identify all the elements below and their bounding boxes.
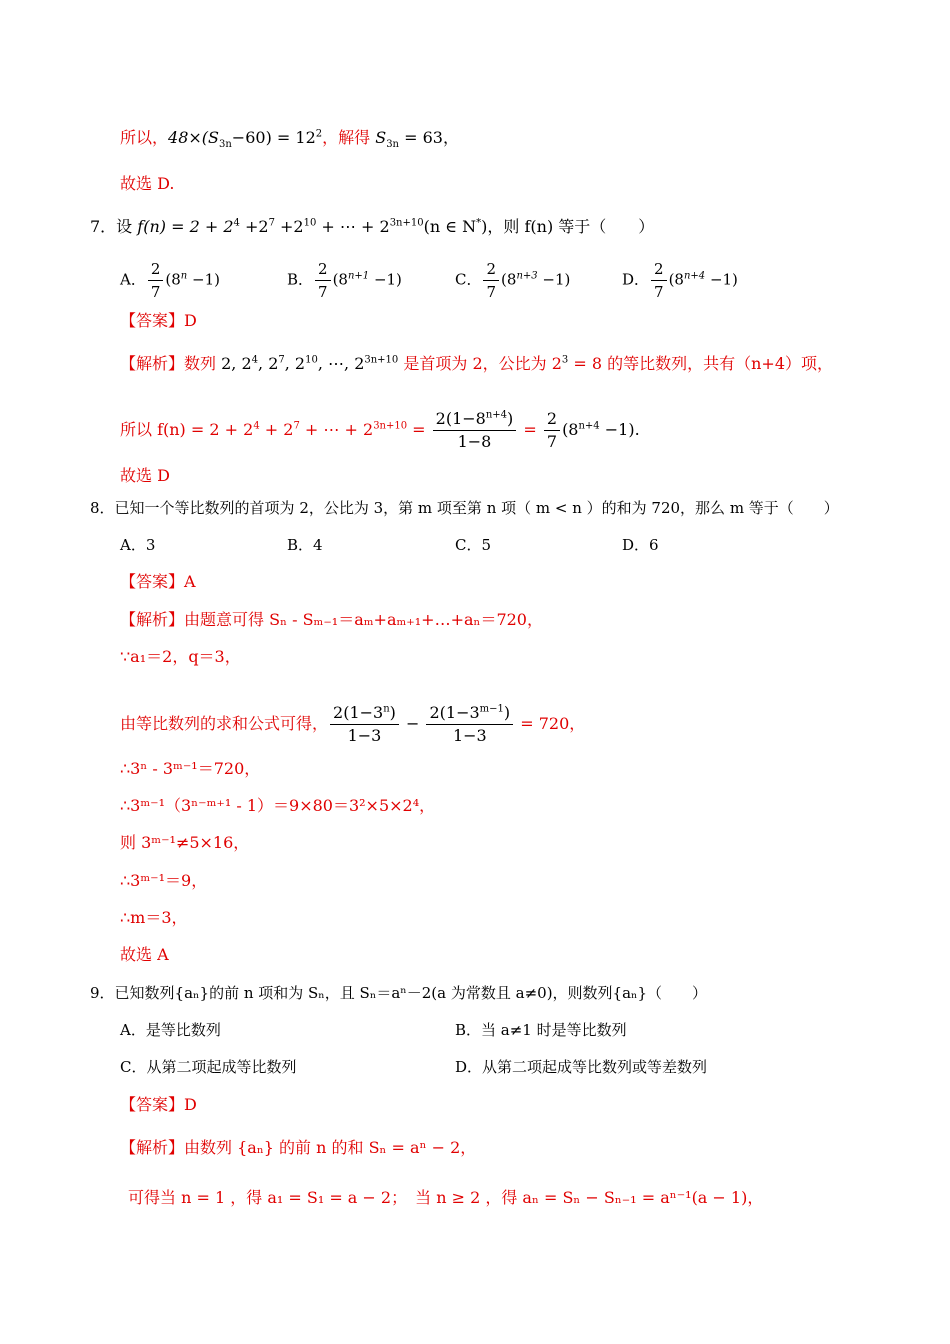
math-sup: 3n+10 — [364, 354, 399, 366]
math: (8 — [332, 270, 348, 289]
math: (8 — [501, 270, 517, 289]
text: ，解得 — [322, 128, 376, 147]
option-label: D． — [622, 270, 650, 289]
math: f(n) = 2 + 2 — [137, 217, 234, 236]
text: 是首项为 2，公比为 2 — [398, 354, 562, 373]
math: − — [400, 714, 425, 733]
analysis-line: ∴3ⁿ - 3ᵐ⁻¹＝720， — [120, 759, 261, 778]
math-sup: n+3 — [516, 270, 538, 282]
analysis-line — [120, 702, 585, 747]
math-sup: n+4 — [683, 270, 706, 282]
option-d: D．6 — [622, 536, 659, 554]
analysis-label: 【解析】 — [120, 354, 185, 373]
math: −1) — [369, 270, 402, 289]
fraction — [315, 258, 331, 303]
analysis-line: 可得当 n = 1 ，得 a₁ = S₁ = a − 2； 当 n ≥ 2 ，得 aₙ = Sₙ − Sₙ₋₁ = aⁿ⁻¹(a − 1)， — [128, 1188, 764, 1207]
math: 48×(S — [168, 128, 219, 147]
math: (n ∈ N — [423, 217, 477, 236]
numerator: 2(1−3 — [429, 703, 480, 722]
option-b: B．4 — [287, 536, 323, 554]
fraction — [330, 702, 399, 747]
text: 由等比数列的求和公式可得， — [120, 714, 329, 733]
numerator: ) — [503, 703, 511, 722]
math-sup: 3n+10 — [389, 217, 424, 229]
question-number: 7．设 — [90, 217, 138, 236]
denominator: 1−8 — [457, 432, 492, 451]
text: = 720， — [515, 714, 586, 733]
answer-line: 【答案】D — [120, 311, 197, 330]
analysis-line: ∴3ᵐ⁻¹（3ⁿ⁻ᵐ⁺¹ - 1）＝9×80＝3²×5×2⁴， — [120, 796, 436, 815]
math: 2, 2 — [221, 354, 252, 373]
math: S — [375, 128, 387, 147]
fraction — [426, 702, 513, 747]
math-sup: 2 — [315, 128, 323, 140]
math: (8 — [165, 270, 181, 289]
answer-line: 【答案】D — [120, 1095, 197, 1114]
analysis-line — [120, 1138, 476, 1158]
fraction — [148, 258, 164, 303]
text: 数列 — [184, 354, 222, 373]
math: +2 — [274, 217, 304, 236]
math-sup: 7 — [278, 354, 285, 366]
option-c — [455, 258, 570, 303]
math-sup: 10 — [305, 354, 318, 366]
option-d: D．从第二项起成等比数列或等差数列 — [455, 1058, 708, 1076]
option-c: C．从第二项起成等比数列 — [120, 1058, 297, 1076]
numerator: 2 — [148, 258, 164, 281]
fraction — [483, 258, 499, 303]
math: + ⋯ + 2 — [299, 420, 374, 439]
text: = 8 的等比数列，共有（n+4）项， — [568, 354, 834, 373]
analysis-label: 【解析】 — [120, 1138, 185, 1157]
analysis-line: ∴m＝3， — [120, 908, 188, 927]
numerator: 2(1−8 — [435, 409, 486, 428]
math-sup: n+1 — [347, 270, 370, 282]
math-sup: 10 — [303, 217, 317, 229]
numerator: ) — [507, 409, 514, 428]
math-sup: 3n+10 — [373, 420, 408, 432]
choose-line: 故选 D. — [120, 174, 175, 193]
denominator: 7 — [486, 283, 497, 301]
math-sub: 3n — [386, 139, 399, 151]
question-9-stem: 9．已知数列{aₙ}的前 n 项和为 Sₙ，且 Sₙ＝aⁿ－2(a 为常数且 a≠0)，则数列{aₙ}（ ） — [90, 984, 708, 1002]
option-label: A． — [120, 270, 146, 289]
numerator: 2 — [544, 408, 560, 431]
math-sub: 3n — [218, 139, 232, 151]
text: )，则 f(n) 等于（ ） — [481, 217, 655, 236]
option-d — [622, 258, 738, 303]
math-sup: 4 — [251, 354, 259, 366]
numerator: 2(1−3 — [333, 703, 384, 722]
analysis-line — [120, 408, 640, 453]
answer-line: 【答案】A — [120, 572, 196, 591]
math: (8 — [668, 270, 684, 289]
denominator: 7 — [654, 283, 664, 301]
analysis-line: ∵a₁＝2，q＝3， — [120, 647, 241, 666]
math-sup: * — [476, 217, 482, 229]
math-sup: 4 — [233, 217, 240, 229]
math-sup: n — [180, 270, 188, 282]
denominator: 7 — [318, 283, 328, 301]
math-sup: 7 — [293, 420, 300, 432]
numerator: 2 — [651, 258, 667, 281]
math: −1) — [187, 270, 220, 289]
text: 由题意可得 Sₙ - Sₘ₋₁＝aₘ+aₘ₊₁+…+aₙ＝720， — [184, 610, 543, 629]
math: −60) = 12 — [231, 128, 316, 147]
denominator: 1−3 — [452, 726, 487, 745]
analysis-label: 【解析】 — [120, 610, 185, 629]
math: (8 — [562, 420, 579, 439]
question-8-stem: 8．已知一个等比数列的首项为 2，公比为 3，第 m 项至第 n 项（ m < n ）的和为 720，那么 m 等于（ ） — [90, 499, 839, 517]
option-c: C．5 — [455, 536, 492, 554]
option-a: A．是等比数列 — [120, 1021, 221, 1039]
math: = — [407, 420, 431, 439]
numerator: 2 — [315, 258, 331, 281]
choose-line: 故选 D — [120, 466, 170, 485]
option-b: B．当 a≠1 时是等比数列 — [455, 1021, 627, 1039]
math-sup: 4 — [253, 420, 260, 432]
math: , 2 — [258, 354, 279, 373]
math: + ⋯ + 2 — [316, 217, 390, 236]
fraction — [651, 258, 667, 303]
math: −1) — [705, 270, 738, 289]
math: , ⋯, 2 — [317, 354, 365, 373]
math: −1). — [599, 420, 640, 439]
math: , 2 — [284, 354, 306, 373]
question-7-stem — [90, 217, 654, 237]
math-sup: 3 — [561, 354, 569, 366]
math-sup: n — [383, 703, 390, 715]
text: 所以， — [120, 128, 169, 147]
math: = — [518, 420, 542, 439]
choose-line: 故选 A — [120, 945, 169, 964]
math: = 63， — [399, 128, 459, 147]
math: +2 — [239, 217, 269, 236]
analysis-line — [120, 354, 833, 374]
math-sup: 7 — [268, 217, 275, 229]
math: −1) — [537, 270, 571, 289]
option-a — [120, 258, 220, 303]
analysis-line: ∴3ᵐ⁻¹＝9， — [120, 871, 208, 890]
numerator: ) — [389, 703, 396, 722]
option-b — [287, 258, 402, 303]
math-sup: n+4 — [578, 420, 600, 432]
option-label: C． — [455, 270, 482, 289]
math-sup: m−1 — [479, 703, 504, 715]
denominator: 7 — [150, 283, 161, 301]
text: 由数列 {aₙ} 的前 n 的和 Sₙ = aⁿ − 2， — [184, 1138, 477, 1157]
denominator: 7 — [546, 432, 558, 451]
math: + 2 — [259, 420, 294, 439]
analysis-line: 则 3ᵐ⁻¹≠5×16， — [120, 833, 250, 852]
math-sup: n+4 — [485, 409, 508, 421]
fraction — [544, 408, 560, 453]
option-label: B． — [287, 270, 314, 289]
analysis-line — [120, 610, 543, 630]
numerator: 2 — [483, 258, 499, 281]
fraction — [433, 408, 517, 453]
denominator: 1−3 — [347, 726, 382, 745]
option-a: A．3 — [120, 536, 156, 554]
solution-line — [120, 128, 459, 151]
math: 所以 f(n) = 2 + 2 — [120, 420, 254, 439]
